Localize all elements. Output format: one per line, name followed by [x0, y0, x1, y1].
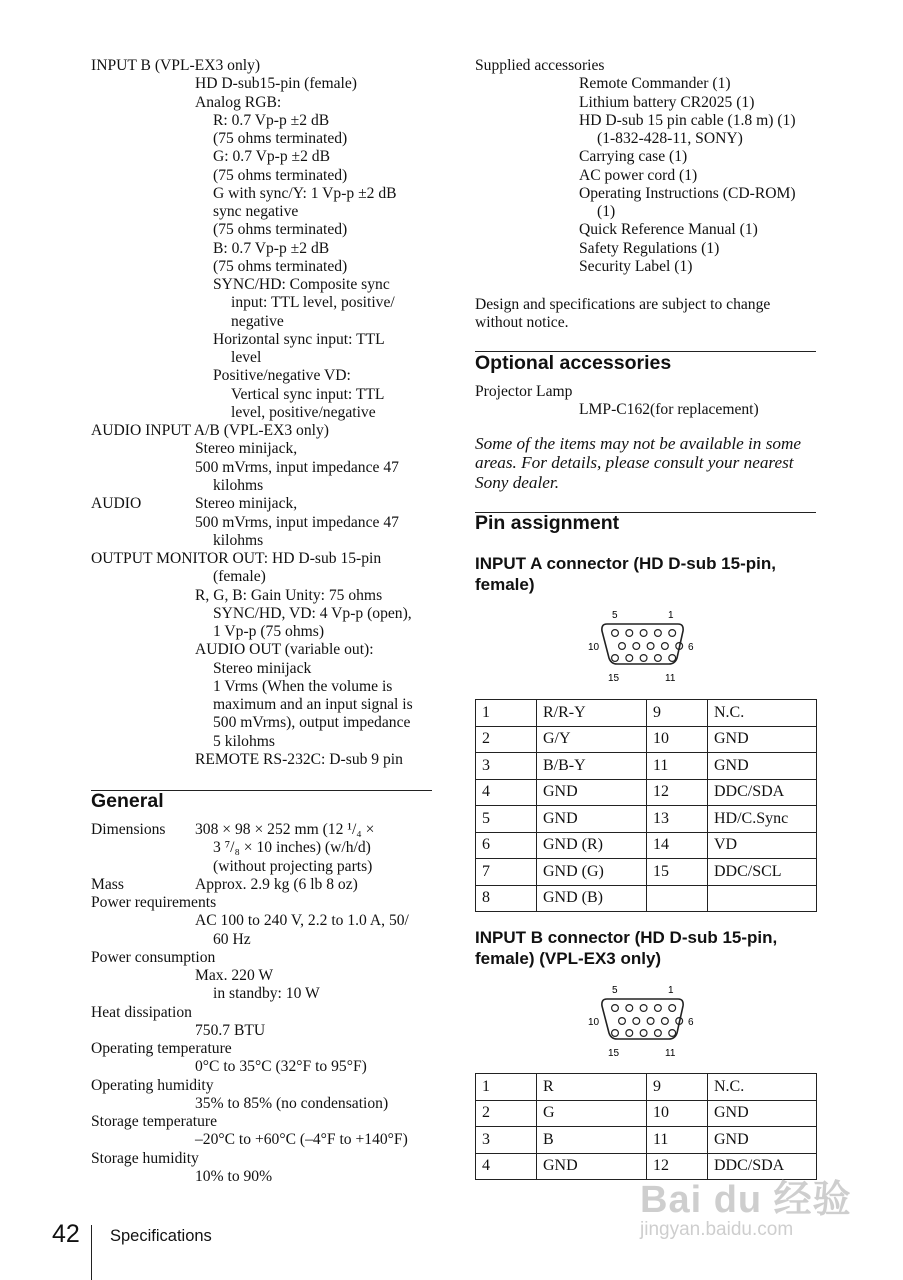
spec-line: Projector Lamp: [475, 383, 573, 400]
pin-hole: [669, 655, 676, 662]
spec-line: kilohms: [213, 476, 264, 494]
spec-line: Lithium battery CR2025 (1): [579, 93, 755, 111]
spec-line: 750.7 BTU: [195, 1021, 266, 1039]
table-row: [476, 753, 817, 780]
footer-section-title: Specifications: [110, 1227, 212, 1245]
pin-number: 3: [476, 753, 537, 780]
spec-line: 3 ⁷/₈ × 10 inches) (w/h/d): [213, 839, 371, 857]
pin-hole: [655, 1005, 662, 1012]
pin-signal: B/B-Y: [537, 753, 647, 780]
pin-hole: [655, 630, 662, 637]
pin-number: 12: [647, 1153, 708, 1180]
optional-accessories-heading: Optional accessories: [475, 352, 672, 374]
spec-line: Vertical sync input: TTL: [231, 385, 385, 403]
spec-line: without notice.: [475, 314, 569, 332]
general-heading: General: [91, 790, 164, 812]
pin-label: 5: [612, 610, 618, 621]
pin-hole: [669, 630, 676, 637]
pin-number: [647, 885, 708, 912]
pin-label: 15: [608, 673, 620, 684]
pin-signal: GND (R): [537, 832, 647, 859]
pin-signal: VD: [708, 832, 817, 859]
pin-hole: [633, 643, 640, 650]
pin-number: 6: [476, 832, 537, 859]
spec-line: level: [231, 349, 262, 367]
vga-connector-icon: [585, 606, 700, 686]
spec-line: B: 0.7 Vp-p ±2 dB: [213, 239, 330, 257]
pin-signal: GND: [708, 1127, 817, 1154]
spec-line: Security Label (1): [579, 257, 693, 275]
spec-line: Safety Regulations (1): [579, 239, 720, 257]
pin-number: 4: [476, 779, 537, 806]
pin-hole: [647, 643, 654, 650]
pin-hole: [633, 1018, 640, 1025]
spec-line: INPUT B (VPL-EX3 only): [91, 57, 261, 74]
spec-line: Power requirements: [91, 894, 217, 912]
footer-divider: [91, 1225, 92, 1280]
vga-connector-icon: [585, 981, 700, 1061]
pin-hole: [612, 1005, 619, 1012]
pin-hole: [612, 655, 619, 662]
spec-line: Heat dissipation: [91, 1003, 192, 1021]
pin-hole: [655, 655, 662, 662]
pin-number: 3: [476, 1127, 537, 1154]
pin-signal: N.C.: [708, 700, 817, 727]
spec-line: Positive/negative VD:: [213, 367, 351, 385]
pin-assignment-heading: Pin assignment: [475, 512, 620, 534]
spec-line: Operating temperature: [91, 1040, 232, 1058]
spec-line: Storage temperature: [91, 1113, 217, 1131]
spec-line: Carrying case (1): [579, 148, 688, 166]
spec-line: HD D-sub 15 pin cable (1.8 m) (1): [579, 111, 796, 129]
spec-line: in standby: 10 W: [213, 985, 320, 1003]
pin-signal: G: [537, 1100, 647, 1127]
spec-line: G with sync/Y: 1 Vp-p ±2 dB: [213, 184, 397, 202]
spec-line: HD D-sub15-pin (female): [195, 75, 357, 93]
table-row: [476, 885, 817, 912]
spec-line: Stereo minijack,: [195, 495, 298, 513]
pin-number: 11: [647, 1127, 708, 1154]
pin-signal: GND (B): [537, 885, 647, 912]
pin-number: 12: [647, 779, 708, 806]
spec-line: 1 Vrms (When the volume is: [213, 677, 393, 695]
pin-signal: [708, 885, 817, 912]
spec-line: sync negative: [213, 203, 299, 221]
pin-label: 1: [668, 610, 674, 621]
spec-line: 1 Vp-p (75 ohms): [213, 623, 325, 641]
watermark: [640, 1168, 852, 1241]
spec-line: (75 ohms terminated): [213, 130, 348, 148]
pin-hole: [655, 1030, 662, 1037]
pin-number: 10: [647, 1100, 708, 1127]
pin-hole: [669, 1030, 676, 1037]
pin-number: 9: [647, 1074, 708, 1101]
pin-number: 4: [476, 1153, 537, 1180]
table-row: [476, 779, 817, 806]
table-row: [476, 700, 817, 727]
pin-hole: [640, 1030, 647, 1037]
pin-signal: GND: [708, 753, 817, 780]
pin-number: 7: [476, 859, 537, 886]
watermark-logo: Bai du 经验: [640, 1179, 852, 1221]
spec-line: AUDIO INPUT A/B (VPL-EX3 only): [91, 422, 329, 440]
spec-line: 10% to 90%: [195, 1167, 273, 1185]
pin-hole: [619, 1018, 626, 1025]
availability-note: Some of the items may not be available in some areas. For details, please consult your nearest Sony dealer.: [475, 434, 802, 492]
spec-line: (without projecting parts): [213, 857, 373, 875]
pin-signal: HD/C.Sync: [708, 806, 817, 833]
pin-hole: [662, 1018, 669, 1025]
spec-line: 35% to 85% (no condensation): [195, 1094, 389, 1112]
input-b-pin-table: [475, 1073, 817, 1180]
spec-line: OUTPUT MONITOR OUT: HD D-sub 15-pin: [91, 550, 382, 568]
pin-hole: [626, 630, 633, 637]
pin-number: 10: [647, 726, 708, 753]
spec-line: Stereo minijack: [213, 659, 312, 677]
pin-number: 2: [476, 1100, 537, 1127]
pin-signal: DDC/SDA: [708, 1153, 817, 1180]
pin-signal: GND: [537, 779, 647, 806]
pin-number: 2: [476, 726, 537, 753]
table-row: [476, 832, 817, 859]
pin-label: 1: [668, 985, 674, 996]
spec-line: SYNC/HD, VD: 4 Vp-p (open),: [213, 604, 412, 622]
spec-line: negative: [231, 312, 284, 330]
pin-signal: GND: [708, 726, 817, 753]
input-a-heading: INPUT A connector (HD D-sub 15-pin, female): [475, 554, 776, 594]
pin-signal: N.C.: [708, 1074, 817, 1101]
spec-line: Approx. 2.9 kg (6 lb 8 oz): [195, 875, 358, 893]
table-row: [476, 1074, 817, 1101]
spec-line: Quick Reference Manual (1): [579, 221, 758, 239]
pin-number: 11: [647, 753, 708, 780]
watermark-url: jingyan.baidu.com: [640, 1219, 794, 1240]
page-number: 42: [52, 1220, 80, 1248]
spec-line: Storage humidity: [91, 1149, 199, 1167]
pin-signal: GND: [537, 806, 647, 833]
pin-hole: [626, 655, 633, 662]
pin-hole: [612, 1030, 619, 1037]
spec-line: (75 ohms terminated): [213, 257, 348, 275]
pin-signal: GND (G): [537, 859, 647, 886]
spec-line: AC 100 to 240 V, 2.2 to 1.0 A, 50/: [195, 912, 409, 930]
table-row: [476, 806, 817, 833]
spec-line: 500 mVrms), output impedance: [213, 714, 411, 732]
pin-hole: [640, 655, 647, 662]
pin-number: 13: [647, 806, 708, 833]
spec-label: Dimensions: [91, 821, 166, 838]
pin-hole: [640, 1005, 647, 1012]
spec-line: level, positive/negative: [231, 403, 376, 421]
pin-label: 6: [688, 1017, 694, 1028]
pin-label: 10: [588, 1017, 600, 1028]
pin-number: 8: [476, 885, 537, 912]
pin-hole: [626, 1005, 633, 1012]
spec-line: LMP-C162(for replacement): [579, 401, 759, 419]
spec-line: AUDIO OUT (variable out):: [195, 641, 374, 659]
pin-number: 9: [647, 700, 708, 727]
pin-label: 6: [688, 642, 694, 653]
pin-hole: [640, 630, 647, 637]
spec-line: SYNC/HD: Composite sync: [213, 276, 390, 294]
pin-signal: DDC/SCL: [708, 859, 817, 886]
spec-line: Design and specifications are subject to change: [475, 296, 771, 313]
spec-label: AUDIO: [91, 495, 142, 513]
pin-number: 5: [476, 806, 537, 833]
pin-signal: GND: [537, 1153, 647, 1180]
pin-signal: G/Y: [537, 726, 647, 753]
spec-line: Operating humidity: [91, 1076, 214, 1094]
table-row: [476, 1127, 817, 1154]
pin-label: 11: [665, 673, 676, 684]
spec-line: Analog RGB:: [195, 93, 282, 111]
spec-line: maximum and an input signal is: [213, 696, 413, 714]
pin-signal: R: [537, 1074, 647, 1101]
pin-number: 1: [476, 1074, 537, 1101]
spec-line: Horizontal sync input: TTL: [213, 330, 385, 348]
pin-hole: [669, 1005, 676, 1012]
pin-hole: [619, 643, 626, 650]
spec-line: 0°C to 35°C (32°F to 95°F): [195, 1058, 367, 1076]
spec-label: Mass: [91, 875, 124, 893]
spec-line: Operating Instructions (CD-ROM): [579, 184, 796, 202]
pin-number: 14: [647, 832, 708, 859]
spec-line: Power consumption: [91, 948, 216, 966]
spec-line: (1-832-428-11, SONY): [597, 130, 743, 148]
pin-hole: [626, 1030, 633, 1037]
spec-line: (female): [213, 568, 266, 586]
pin-label: 10: [588, 642, 600, 653]
pin-number: 15: [647, 859, 708, 886]
pin-hole: [662, 643, 669, 650]
spec-line: kilohms: [213, 531, 264, 549]
spec-line: REMOTE RS-232C: D-sub 9 pin: [195, 750, 403, 768]
pin-signal: DDC/SDA: [708, 779, 817, 806]
spec-line: G: 0.7 Vp-p ±2 dB: [213, 148, 330, 166]
pin-hole: [647, 1018, 654, 1025]
input-b-heading: INPUT B connector (HD D-sub 15-pin, female) (VPL-EX3 only): [475, 928, 778, 968]
spec-line: –20°C to +60°C (–4°F to +140°F): [195, 1131, 408, 1149]
pin-label: 11: [665, 1048, 676, 1059]
input-a-pin-table: [475, 699, 817, 912]
spec-line: Supplied accessories: [475, 57, 605, 74]
pin-label: 5: [612, 985, 618, 996]
pin-signal: B: [537, 1127, 647, 1154]
spec-line: R, G, B: Gain Unity: 75 ohms: [195, 586, 383, 604]
spec-line: Stereo minijack,: [195, 440, 298, 458]
pin-signal: GND: [708, 1100, 817, 1127]
pin-signal: R/R-Y: [537, 700, 647, 727]
spec-line: 308 × 98 × 252 mm (12 ¹/₄ ×: [195, 821, 375, 838]
pin-number: 1: [476, 700, 537, 727]
spec-line: (75 ohms terminated): [213, 166, 348, 184]
spec-line: (75 ohms terminated): [213, 221, 348, 239]
spec-line: 5 kilohms: [213, 732, 275, 750]
spec-line: AC power cord (1): [579, 166, 698, 184]
spec-line: 500 mVrms, input impedance 47: [195, 458, 399, 476]
pin-label: 15: [608, 1048, 620, 1059]
table-row: [476, 726, 817, 753]
spec-line: 500 mVrms, input impedance 47: [195, 513, 399, 531]
connector-diagram-input-a: [585, 606, 700, 686]
table-row: [476, 859, 817, 886]
spec-line: input: TTL level, positive/: [231, 294, 395, 312]
spec-line: R: 0.7 Vp-p ±2 dB: [213, 111, 330, 129]
pin-hole: [612, 630, 619, 637]
spec-line: (1): [597, 203, 616, 221]
spec-line: 60 Hz: [213, 930, 251, 948]
spec-line: Max. 220 W: [195, 967, 274, 985]
table-row: [476, 1100, 817, 1127]
spec-line: Remote Commander (1): [579, 75, 731, 93]
connector-diagram-input-b: [585, 981, 700, 1061]
